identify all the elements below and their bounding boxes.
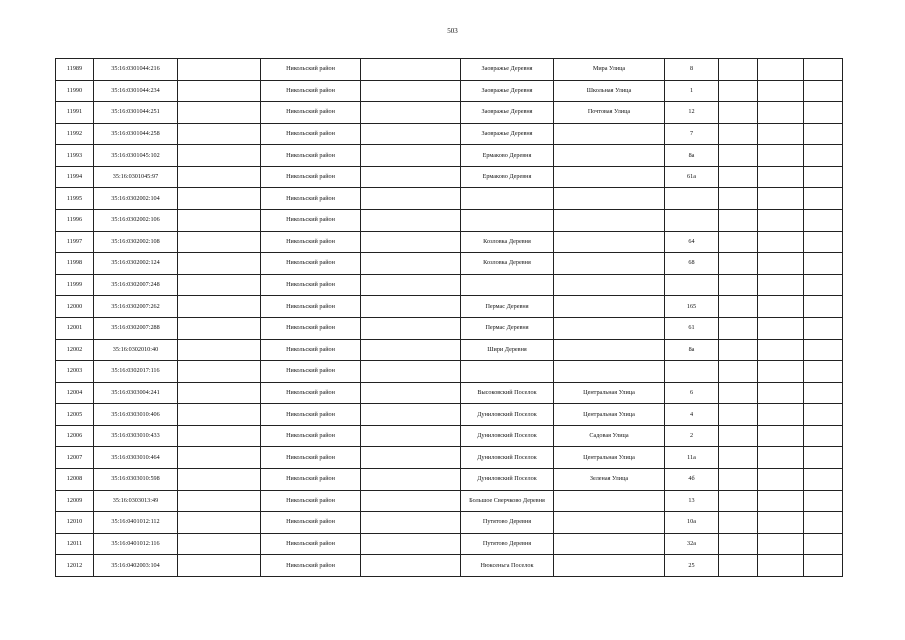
blank-cell xyxy=(804,210,843,232)
blank-cell xyxy=(758,490,804,512)
blank-cell xyxy=(178,274,261,296)
house-number-cell: 61 xyxy=(665,317,719,339)
blank-cell xyxy=(719,274,758,296)
row-number-cell: 11998 xyxy=(56,253,94,275)
blank-cell xyxy=(361,296,461,318)
street-cell: Центральная Улица xyxy=(554,447,665,469)
cadastral-number-cell: 35:16:0301044:216 xyxy=(94,59,178,81)
blank-cell xyxy=(804,188,843,210)
blank-cell xyxy=(178,339,261,361)
house-number-cell xyxy=(665,188,719,210)
blank-cell xyxy=(178,533,261,555)
blank-cell xyxy=(361,490,461,512)
house-number-cell: 2 xyxy=(665,425,719,447)
table-row xyxy=(56,80,843,102)
street-cell: Центральная Улица xyxy=(554,382,665,404)
blank-cell xyxy=(719,166,758,188)
blank-cell xyxy=(361,80,461,102)
cadastral-number-cell: 35:16:0302002:108 xyxy=(94,231,178,253)
blank-cell xyxy=(804,447,843,469)
locality-cell xyxy=(461,274,554,296)
blank-cell xyxy=(178,210,261,232)
blank-cell xyxy=(758,123,804,145)
blank-cell xyxy=(178,59,261,81)
row-number-cell: 11999 xyxy=(56,274,94,296)
locality-cell: Дуниловский Поселок xyxy=(461,404,554,426)
cadastral-number-cell: 35:16:0302007:288 xyxy=(94,317,178,339)
district-cell: Никольский район xyxy=(261,80,361,102)
table-row xyxy=(56,425,843,447)
blank-cell xyxy=(758,145,804,167)
cadastral-number-cell: 35:16:0302002:104 xyxy=(94,188,178,210)
district-cell: Никольский район xyxy=(261,468,361,490)
street-cell xyxy=(554,231,665,253)
row-number-cell: 12005 xyxy=(56,404,94,426)
row-number-cell: 12004 xyxy=(56,382,94,404)
cadastral-number-cell: 35:16:0302002:106 xyxy=(94,210,178,232)
cadastral-number-cell: 35:16:0401012:112 xyxy=(94,512,178,534)
blank-cell xyxy=(361,555,461,577)
table-row xyxy=(56,166,843,188)
table-row xyxy=(56,339,843,361)
table-row xyxy=(56,59,843,81)
blank-cell xyxy=(758,382,804,404)
blank-cell xyxy=(361,166,461,188)
blank-cell xyxy=(804,166,843,188)
row-number-cell: 11991 xyxy=(56,102,94,124)
cadastral-number-cell: 35:16:0301044:251 xyxy=(94,102,178,124)
blank-cell xyxy=(719,188,758,210)
table-row xyxy=(56,145,843,167)
blank-cell xyxy=(804,123,843,145)
blank-cell xyxy=(758,468,804,490)
district-cell: Никольский район xyxy=(261,361,361,383)
row-number-cell: 12012 xyxy=(56,555,94,577)
row-number-cell: 11996 xyxy=(56,210,94,232)
blank-cell xyxy=(178,447,261,469)
blank-cell xyxy=(719,253,758,275)
locality-cell: Нюксеньга Поселок xyxy=(461,555,554,577)
blank-cell xyxy=(178,231,261,253)
blank-cell xyxy=(719,231,758,253)
blank-cell xyxy=(178,404,261,426)
table-row xyxy=(56,555,843,577)
house-number-cell: 165 xyxy=(665,296,719,318)
blank-cell xyxy=(361,512,461,534)
district-cell: Никольский район xyxy=(261,102,361,124)
locality-cell: Заовражье Деревня xyxy=(461,59,554,81)
blank-cell xyxy=(361,274,461,296)
blank-cell xyxy=(719,339,758,361)
house-number-cell: 11а xyxy=(665,447,719,469)
table-row xyxy=(56,382,843,404)
blank-cell xyxy=(804,80,843,102)
blank-cell xyxy=(361,253,461,275)
street-cell xyxy=(554,210,665,232)
blank-cell xyxy=(719,447,758,469)
blank-cell xyxy=(719,468,758,490)
blank-cell xyxy=(361,188,461,210)
blank-cell xyxy=(804,425,843,447)
blank-cell xyxy=(758,210,804,232)
blank-cell xyxy=(719,512,758,534)
cadastral-number-cell: 35:16:0302007:262 xyxy=(94,296,178,318)
cadastral-number-cell: 35:16:0401012:116 xyxy=(94,533,178,555)
blank-cell xyxy=(719,555,758,577)
blank-cell xyxy=(719,80,758,102)
blank-cell xyxy=(804,468,843,490)
cadastral-number-cell: 35:16:0302007:248 xyxy=(94,274,178,296)
blank-cell xyxy=(361,210,461,232)
blank-cell xyxy=(178,317,261,339)
locality-cell: Дуниловский Поселок xyxy=(461,447,554,469)
blank-cell xyxy=(178,468,261,490)
blank-cell xyxy=(178,253,261,275)
row-number-cell: 12003 xyxy=(56,361,94,383)
cadastral-number-cell: 35:16:0302002:124 xyxy=(94,253,178,275)
row-number-cell: 11994 xyxy=(56,166,94,188)
blank-cell xyxy=(758,361,804,383)
locality-cell xyxy=(461,188,554,210)
blank-cell xyxy=(178,123,261,145)
row-number-cell: 11995 xyxy=(56,188,94,210)
house-number-cell: 6 xyxy=(665,382,719,404)
blank-cell xyxy=(758,339,804,361)
blank-cell xyxy=(719,490,758,512)
blank-cell xyxy=(804,274,843,296)
district-cell: Никольский район xyxy=(261,145,361,167)
blank-cell xyxy=(804,533,843,555)
cadastral-number-cell: 35:16:0303013:49 xyxy=(94,490,178,512)
blank-cell xyxy=(804,231,843,253)
blank-cell xyxy=(719,382,758,404)
blank-cell xyxy=(804,490,843,512)
house-number-cell: 4б xyxy=(665,468,719,490)
locality-cell: Козловка Деревня xyxy=(461,253,554,275)
blank-cell xyxy=(178,102,261,124)
blank-cell xyxy=(178,361,261,383)
row-number-cell: 11989 xyxy=(56,59,94,81)
blank-cell xyxy=(361,533,461,555)
row-number-cell: 12011 xyxy=(56,533,94,555)
district-cell: Никольский район xyxy=(261,231,361,253)
house-number-cell: 13 xyxy=(665,490,719,512)
blank-cell xyxy=(178,145,261,167)
blank-cell xyxy=(804,59,843,81)
blank-cell xyxy=(719,317,758,339)
blank-cell xyxy=(361,317,461,339)
district-cell: Никольский район xyxy=(261,317,361,339)
blank-cell xyxy=(804,404,843,426)
blank-cell xyxy=(178,80,261,102)
district-cell: Никольский район xyxy=(261,253,361,275)
table-row xyxy=(56,274,843,296)
blank-cell xyxy=(758,274,804,296)
blank-cell xyxy=(758,59,804,81)
house-number-cell: 8а xyxy=(665,145,719,167)
district-cell: Никольский район xyxy=(261,512,361,534)
house-number-cell: 4 xyxy=(665,404,719,426)
street-cell xyxy=(554,533,665,555)
row-number-cell: 12001 xyxy=(56,317,94,339)
blank-cell xyxy=(804,296,843,318)
blank-cell xyxy=(804,145,843,167)
table-row xyxy=(56,490,843,512)
street-cell: Центральная Улица xyxy=(554,404,665,426)
street-cell xyxy=(554,512,665,534)
blank-cell xyxy=(758,80,804,102)
street-cell xyxy=(554,339,665,361)
house-number-cell: 8а xyxy=(665,339,719,361)
locality-cell: Козловка Деревня xyxy=(461,231,554,253)
row-number-cell: 12000 xyxy=(56,296,94,318)
table-row xyxy=(56,361,843,383)
blank-cell xyxy=(178,490,261,512)
cadastral-number-cell: 35:16:0303010:406 xyxy=(94,404,178,426)
locality-cell: Шири Деревня xyxy=(461,339,554,361)
cadastral-number-cell: 35:16:0301044:234 xyxy=(94,80,178,102)
row-number-cell: 11997 xyxy=(56,231,94,253)
locality-cell xyxy=(461,210,554,232)
blank-cell xyxy=(361,425,461,447)
blank-cell xyxy=(361,447,461,469)
district-cell: Никольский район xyxy=(261,210,361,232)
district-cell: Никольский район xyxy=(261,296,361,318)
table-row xyxy=(56,512,843,534)
house-number-cell: 7 xyxy=(665,123,719,145)
house-number-cell: 61а xyxy=(665,166,719,188)
page-number: 503 xyxy=(447,27,458,35)
blank-cell xyxy=(804,102,843,124)
district-cell: Никольский район xyxy=(261,447,361,469)
cadastral-number-cell: 35:16:0303010:433 xyxy=(94,425,178,447)
blank-cell xyxy=(758,425,804,447)
blank-cell xyxy=(804,512,843,534)
blank-cell xyxy=(758,296,804,318)
street-cell xyxy=(554,317,665,339)
district-cell: Никольский район xyxy=(261,555,361,577)
blank-cell xyxy=(361,339,461,361)
street-cell xyxy=(554,145,665,167)
row-number-cell: 11993 xyxy=(56,145,94,167)
blank-cell xyxy=(719,533,758,555)
blank-cell xyxy=(719,102,758,124)
row-number-cell: 12002 xyxy=(56,339,94,361)
blank-cell xyxy=(361,468,461,490)
blank-cell xyxy=(361,123,461,145)
house-number-cell: 25 xyxy=(665,555,719,577)
street-cell: Мира Улица xyxy=(554,59,665,81)
blank-cell xyxy=(178,188,261,210)
blank-cell xyxy=(758,555,804,577)
table-row xyxy=(56,231,843,253)
row-number-cell: 11990 xyxy=(56,80,94,102)
register-table xyxy=(55,58,843,577)
locality-cell: Заовражье Деревня xyxy=(461,123,554,145)
blank-cell xyxy=(804,339,843,361)
row-number-cell: 12006 xyxy=(56,425,94,447)
blank-cell xyxy=(361,404,461,426)
locality-cell: Пермас Деревня xyxy=(461,296,554,318)
cadastral-number-cell: 35:16:0402003:104 xyxy=(94,555,178,577)
street-cell xyxy=(554,253,665,275)
locality-cell: Путятово Деревня xyxy=(461,512,554,534)
cadastral-number-cell: 35:16:0301045:102 xyxy=(94,145,178,167)
locality-cell xyxy=(461,361,554,383)
cadastral-number-cell: 35:16:0302017:116 xyxy=(94,361,178,383)
blank-cell xyxy=(178,512,261,534)
locality-cell: Дуниловский Поселок xyxy=(461,468,554,490)
table-row xyxy=(56,296,843,318)
blank-cell xyxy=(758,102,804,124)
blank-cell xyxy=(361,382,461,404)
street-cell: Зеленая Улица xyxy=(554,468,665,490)
street-cell xyxy=(554,274,665,296)
table-row xyxy=(56,468,843,490)
blank-cell xyxy=(719,123,758,145)
street-cell xyxy=(554,490,665,512)
blank-cell xyxy=(758,512,804,534)
street-cell xyxy=(554,555,665,577)
table-row xyxy=(56,533,843,555)
table-row xyxy=(56,447,843,469)
locality-cell: Путятово Деревня xyxy=(461,533,554,555)
district-cell: Никольский район xyxy=(261,166,361,188)
blank-cell xyxy=(361,102,461,124)
row-number-cell: 12007 xyxy=(56,447,94,469)
blank-cell xyxy=(361,59,461,81)
row-number-cell: 12009 xyxy=(56,490,94,512)
row-number-cell: 11992 xyxy=(56,123,94,145)
table-row xyxy=(56,210,843,232)
blank-cell xyxy=(719,361,758,383)
table-row xyxy=(56,253,843,275)
house-number-cell: 64 xyxy=(665,231,719,253)
street-cell xyxy=(554,361,665,383)
blank-cell xyxy=(178,425,261,447)
locality-cell: Большое Сверчково Деревня xyxy=(461,490,554,512)
house-number-cell: 8 xyxy=(665,59,719,81)
blank-cell xyxy=(719,145,758,167)
blank-cell xyxy=(178,382,261,404)
district-cell: Никольский район xyxy=(261,490,361,512)
row-number-cell: 12010 xyxy=(56,512,94,534)
locality-cell: Ермаково Деревня xyxy=(461,145,554,167)
table-row xyxy=(56,102,843,124)
house-number-cell xyxy=(665,274,719,296)
district-cell: Никольский район xyxy=(261,382,361,404)
blank-cell xyxy=(758,404,804,426)
blank-cell xyxy=(804,317,843,339)
district-cell: Никольский район xyxy=(261,339,361,361)
blank-cell xyxy=(804,382,843,404)
cadastral-number-cell: 35:16:0303004:241 xyxy=(94,382,178,404)
blank-cell xyxy=(804,361,843,383)
cadastral-number-cell: 35:16:0303010:464 xyxy=(94,447,178,469)
locality-cell: Пермас Деревня xyxy=(461,317,554,339)
blank-cell xyxy=(804,555,843,577)
district-cell: Никольский район xyxy=(261,274,361,296)
street-cell xyxy=(554,296,665,318)
blank-cell xyxy=(361,145,461,167)
blank-cell xyxy=(178,555,261,577)
cadastral-number-cell: 35:16:0302010:40 xyxy=(94,339,178,361)
blank-cell xyxy=(758,231,804,253)
table-row xyxy=(56,188,843,210)
street-cell: Садовая Улица xyxy=(554,425,665,447)
cadastral-number-cell: 35:16:0301045:97 xyxy=(94,166,178,188)
district-cell: Никольский район xyxy=(261,123,361,145)
blank-cell xyxy=(758,447,804,469)
blank-cell xyxy=(758,533,804,555)
house-number-cell: 68 xyxy=(665,253,719,275)
house-number-cell: 10а xyxy=(665,512,719,534)
street-cell: Школьная Улица xyxy=(554,80,665,102)
house-number-cell xyxy=(665,361,719,383)
street-cell xyxy=(554,166,665,188)
blank-cell xyxy=(758,317,804,339)
locality-cell: Заовражье Деревня xyxy=(461,80,554,102)
row-number-cell: 12008 xyxy=(56,468,94,490)
blank-cell xyxy=(361,231,461,253)
cadastral-number-cell: 35:16:0301044:258 xyxy=(94,123,178,145)
house-number-cell xyxy=(665,210,719,232)
blank-cell xyxy=(804,253,843,275)
district-cell: Никольский район xyxy=(261,59,361,81)
blank-cell xyxy=(758,253,804,275)
district-cell: Никольский район xyxy=(261,188,361,210)
house-number-cell: 1 xyxy=(665,80,719,102)
blank-cell xyxy=(178,166,261,188)
table-row xyxy=(56,123,843,145)
street-cell xyxy=(554,188,665,210)
street-cell: Почтовая Улица xyxy=(554,102,665,124)
blank-cell xyxy=(178,296,261,318)
district-cell: Никольский район xyxy=(261,533,361,555)
blank-cell xyxy=(361,361,461,383)
locality-cell: Дуниловский Поселок xyxy=(461,425,554,447)
blank-cell xyxy=(719,210,758,232)
blank-cell xyxy=(758,188,804,210)
locality-cell: Ермаково Деревня xyxy=(461,166,554,188)
blank-cell xyxy=(719,59,758,81)
table-row xyxy=(56,317,843,339)
house-number-cell: 12 xyxy=(665,102,719,124)
blank-cell xyxy=(758,166,804,188)
cadastral-number-cell: 35:16:0303010:598 xyxy=(94,468,178,490)
district-cell: Никольский район xyxy=(261,404,361,426)
house-number-cell: 32а xyxy=(665,533,719,555)
locality-cell: Заовражье Деревня xyxy=(461,102,554,124)
table-row xyxy=(56,404,843,426)
blank-cell xyxy=(719,425,758,447)
blank-cell xyxy=(719,296,758,318)
blank-cell xyxy=(719,404,758,426)
street-cell xyxy=(554,123,665,145)
district-cell: Никольский район xyxy=(261,425,361,447)
locality-cell: Высоковский Поселок xyxy=(461,382,554,404)
